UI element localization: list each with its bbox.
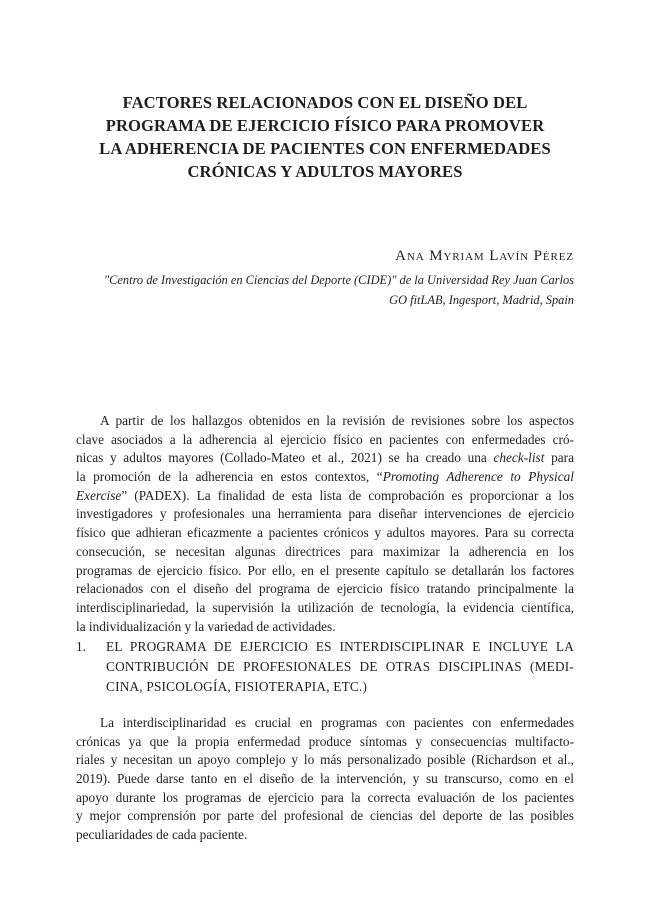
section-title-line: EL PROGRAMA DE EJERCICIO ES INTERDISCIPLINAR E INCLUYE LA (106, 639, 574, 654)
paragraph-line: A partir de los hallazgos obtenidos en la revisión de revisiones sobre los aspectos (100, 413, 574, 428)
paragraph-line: 2019). Puede darse tanto en el diseño de la intervención, y su transcurso, como en el (76, 771, 574, 787)
text-run: ” (PADEX). La finalidad de esta lista de comprobación es proporcionar a los (121, 487, 574, 503)
section-paragraph (76, 714, 574, 845)
paragraph-line (76, 468, 574, 487)
section-title (106, 637, 574, 697)
paragraph-line: programas de ejercicio físico. Por ello, en el presente capítulo se detallarán los factores (76, 562, 574, 578)
paragraph-line: clave asociados a la adherencia al ejercicio físico en pacientes con enfermedades cró- (76, 431, 574, 447)
paragraph-line: consecución, se necesitan algunas directrices para maximizar la adherencia en los (76, 543, 574, 559)
section-number: 1. (76, 639, 86, 654)
paragraph-line (76, 487, 574, 506)
paragraph-line: investigadores y profesionales una herramienta para diseñar intervenciones de ejercicio (76, 506, 574, 522)
title-line: CRÓNICAS Y ADULTOS MAYORES (187, 162, 463, 181)
paragraph-line: peculiaridades de cada paciente. (76, 827, 248, 843)
text-run: la promoción de la adherencia en estos contextos, “ (76, 469, 383, 485)
text-run: para (544, 450, 574, 466)
affiliation-line: GO fitLAB, Ingesport, Madrid, Spain (389, 293, 574, 307)
paragraph-line: interdisciplinariedad, la supervisión la utilización de tecnología, la evidencia científica, (76, 599, 574, 615)
author-affiliation (54, 270, 574, 310)
author-name: Ana Myriam Lavín Pérez (395, 248, 574, 264)
paragraph-line: crónicas ya que la propia enfermedad produce síntomas y consecuencias multifacto- (76, 733, 574, 749)
paragraph-line: y mejor comprensión por parte del profesional de ciencias del deporte de las posibles (76, 808, 574, 824)
paragraph-line: riales y necesitan un apoyo complejo y lo más personalizado posible (Richardson et al., (76, 752, 574, 768)
affiliation-line: "Centro de Investigación en Ciencias del Deporte (CIDE)" de la Universidad Rey Juan Carlos (103, 273, 574, 287)
italic-term: Promoting Adherence to Physical (382, 469, 574, 485)
paragraph-line: físico que adhieran eficazmente a pacientes crónicos y adultos mayores. Para su correcta (76, 525, 574, 541)
paragraph-line (76, 449, 574, 468)
paragraph-line: La interdisciplinaridad es crucial en programas con pacientes con enfermedades (100, 715, 574, 730)
italic-term: Exercise (76, 487, 122, 503)
title-line: FACTORES RELACIONADOS CON EL DISEÑO DEL (122, 93, 528, 112)
section-title-line: CONTRIBUCIÓN DE PROFESIONALES DE OTRAS DISCIPLINAS (MEDI- (106, 659, 574, 674)
paragraph-line: relacionados con el diseño del programa de ejercicio físico tratando principalmente la (76, 581, 574, 597)
text-run: nicas y adultos mayores (Collado-Mateo et al., 2021) se ha creado una (76, 450, 494, 466)
italic-term: check-list (493, 450, 545, 466)
section-title-line: CINA, PSICOLOGÍA, FISIOTERAPIA, ETC.) (106, 679, 368, 694)
chapter-title (70, 91, 580, 183)
title-line: PROGRAMA DE EJERCICIO FÍSICO PARA PROMOVER (105, 116, 545, 135)
paragraph-line: apoyo durante los programas de ejercicio para la correcta evaluación de los pacientes (76, 789, 574, 805)
section-heading (76, 637, 574, 697)
intro-paragraph (76, 412, 574, 636)
title-line: LA ADHERENCIA DE PACIENTES CON ENFERMEDADES (99, 139, 551, 158)
paragraph-line: la individualización y la variedad de actividades. (76, 618, 336, 634)
